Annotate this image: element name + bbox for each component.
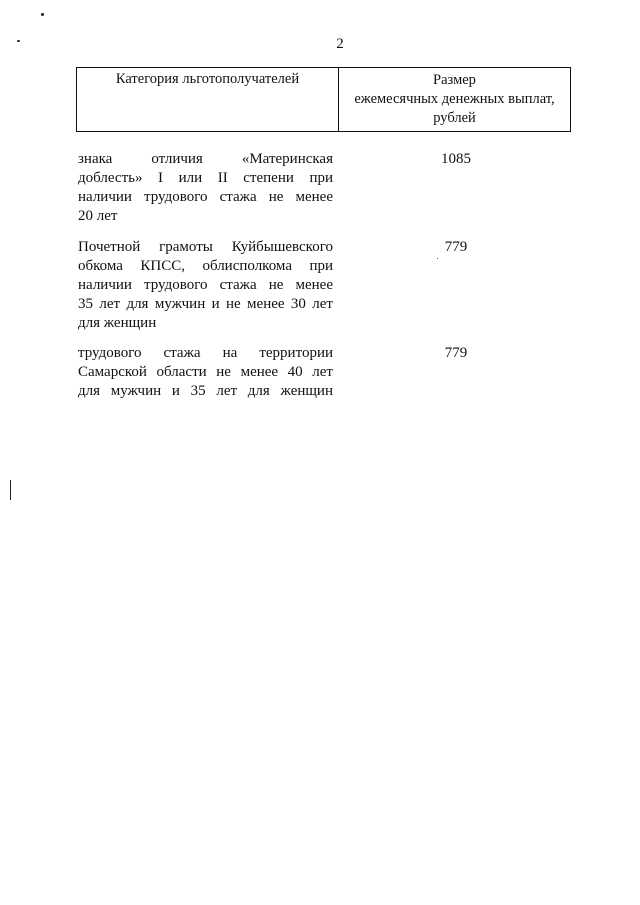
- header-amount-line: ежемесячных денежных выплат,: [354, 91, 555, 107]
- header-amount-line: рублей: [433, 110, 476, 126]
- row-line: наличии трудового стажа не менее: [78, 277, 333, 293]
- row-description: [78, 344, 333, 401]
- header-divider: [76, 131, 571, 132]
- row-line: доблесть» I или II степени при: [78, 170, 333, 186]
- row-description: [78, 150, 333, 226]
- header-category: Категория льготополучателей: [77, 68, 339, 132]
- header-amount-line: Размер: [433, 72, 476, 88]
- row-line: Самарской области не менее 40 лет: [78, 364, 333, 380]
- row-line: трудового стажа на территории: [78, 345, 333, 361]
- row-line: знака отличия «Материнская: [78, 151, 333, 167]
- table-header: [76, 67, 571, 132]
- scan-speck: [41, 13, 44, 16]
- page-number: 2: [336, 36, 344, 52]
- scan-speck: [437, 258, 438, 259]
- header-amount: [339, 68, 570, 132]
- row-amount: 779: [444, 345, 468, 361]
- row-amount: 779: [444, 239, 468, 255]
- row-line: наличии трудового стажа не менее: [78, 189, 333, 205]
- row-line: обкома КПСС, облисполкома при: [78, 258, 333, 274]
- row-line: для женщин: [78, 315, 157, 331]
- row-line: 20 лет: [78, 208, 118, 224]
- row-line: для мужчин и 35 лет для женщин: [78, 383, 333, 399]
- row-line: 35 лет для мужчин и не менее 30 лет: [78, 296, 333, 312]
- row-line: Почетной грамоты Куйбышевского: [78, 239, 333, 255]
- row-amount: 1085: [441, 151, 471, 167]
- row-description: [78, 238, 333, 333]
- scan-speck: [10, 480, 11, 500]
